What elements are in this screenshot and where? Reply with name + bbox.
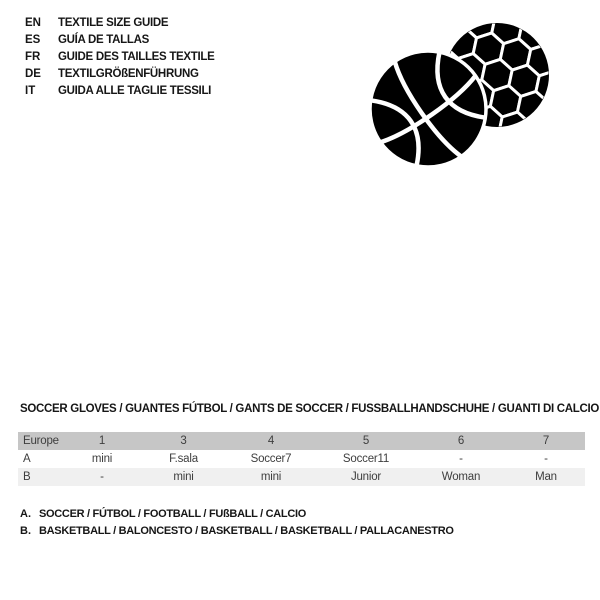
size-table: [18, 432, 585, 486]
table-cell: F.sala: [169, 453, 198, 465]
footnote-b: [20, 523, 454, 541]
list-item: [25, 82, 215, 99]
table-cell: -: [100, 471, 104, 483]
footnote-text: SOCCER / FÚTBOL / FOOTBALL / FUßBALL / CALCIO: [39, 507, 306, 520]
table-cell: -: [459, 453, 463, 465]
column-header-5: 5: [317, 432, 415, 450]
language-code: FR: [25, 50, 41, 63]
language-code: IT: [25, 84, 36, 97]
list-item: [25, 49, 215, 66]
table-cell: Woman: [441, 471, 481, 483]
footnote-letter: A.: [20, 507, 31, 520]
language-code: ES: [25, 34, 41, 47]
list-item: [25, 65, 215, 82]
language-label: TEXTILGRÖßENFÜHRUNG: [58, 67, 199, 80]
list-item: [25, 15, 215, 32]
column-header-7: 7: [507, 432, 585, 450]
table-row-b: [18, 468, 585, 486]
language-label: GUIDA ALLE TAGLIE TESSILI: [58, 84, 212, 97]
column-header-3: 3: [142, 432, 225, 450]
basketball-and-soccer-ball-icon: [362, 14, 562, 179]
column-header-europe: Europe: [18, 432, 62, 450]
language-label: GUIDE DES TAILLES TEXTILE: [58, 50, 215, 63]
table-cell: -: [544, 453, 548, 465]
table-cell: mini: [173, 471, 194, 483]
row-label: B: [23, 471, 31, 483]
footnote-a: [20, 505, 454, 523]
footnote-text: BASKETBALL / BALONCESTO / BASKETBALL / BASKETBALL / PALLACANESTRO: [39, 525, 454, 538]
language-code: DE: [25, 67, 41, 80]
column-header-6: 6: [415, 432, 507, 450]
table-cell: Junior: [350, 471, 382, 483]
column-header-4: 4: [225, 432, 317, 450]
column-header-1: 1: [62, 432, 142, 450]
table-cell: mini: [260, 471, 282, 483]
language-label: TEXTILE SIZE GUIDE: [58, 17, 169, 30]
table-header-row: [18, 432, 585, 450]
row-label: A: [23, 453, 31, 465]
table-row-a: [18, 450, 585, 468]
footnotes: [20, 505, 454, 540]
table-cell: Soccer11: [342, 453, 390, 465]
language-list: [25, 15, 215, 99]
list-item: [25, 32, 215, 49]
language-code: EN: [25, 17, 41, 30]
table-cell: Man: [535, 471, 557, 483]
footnote-letter: B.: [20, 525, 31, 538]
language-label: GUÍA DE TALLAS: [58, 34, 149, 47]
table-title: SOCCER GLOVES / GUANTES FÚTBOL / GANTS DE SOCCER / FUSSBALLHANDSCHUHE / GUANTI DI CALCIO: [20, 403, 600, 415]
table-cell: mini: [91, 453, 113, 465]
table-cell: Soccer7: [250, 453, 292, 465]
